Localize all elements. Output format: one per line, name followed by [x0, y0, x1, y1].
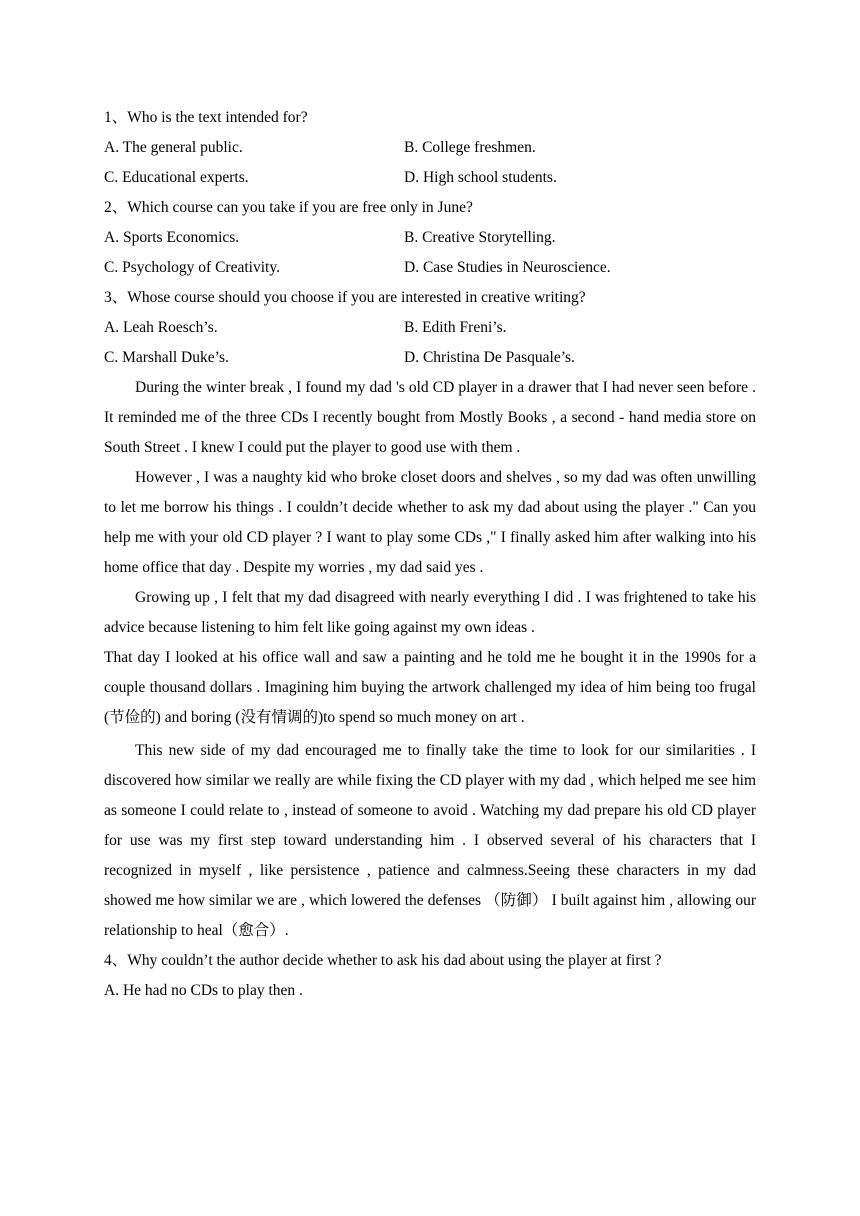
passage-paragraph-1: During the winter break , I found my dad 's old CD player in a drawer that I had never seen before . It reminded me of the three CDs I recently bought from Mostly Books , a second - hand media store on South Street . I knew I could put the player to good use with them . [104, 379, 756, 456]
option-d: D. High school students. [404, 169, 557, 186]
passage-paragraph-4: That day I looked at his office wall and saw a painting and he told me he bought it in the 1990s for a couple thousand dollars . Imagining him buying the artwork challenged my idea of him being too frugal (节俭的) and boring (没有情调的)to spend so much money on art . [104, 649, 756, 726]
option-d: D. Case Studies in Neuroscience. [404, 259, 611, 276]
question-2 [104, 193, 756, 283]
option-b: B. Edith Freni’s. [404, 319, 507, 336]
option-b: B. College freshmen. [404, 139, 536, 156]
question-stem: 2、Which course can you take if you are free only in June? [104, 199, 473, 216]
option-c: C. Educational experts. [104, 169, 249, 186]
option-b: B. Creative Storytelling. [404, 229, 556, 246]
question-4 [104, 946, 756, 1006]
passage-paragraph-2: However , I was a naughty kid who broke closet doors and shelves , so my dad was often unwilling to let me borrow his things . I couldn’t decide whether to ask my dad about using the player ." Can you help me with your old CD player ? I want to play some CDs ," I finally asked him after walking into his home office that day . Despite my worries , my dad said yes . [104, 469, 756, 576]
passage-paragraph-5: This new side of my dad encouraged me to finally take the time to look for our similarities . I discovered how similar we really are while fixing the CD player with my dad , which helped me see him as someone I could relate to , instead of someone to avoid . Watching my dad prepare his old CD player for use was my first step toward understanding him . I observed several of his characters that I recognized in myself , like persistence , patience and calmness.Seeing these characters in my dad showed me how similar we are , which lowered the defenses （防御） I built against him , allowing our relationship to heal（愈合）. [104, 742, 756, 939]
option-d: D. Christina De Pasquale’s. [404, 349, 575, 366]
question-stem: 4、Why couldn’t the author decide whether to ask his dad about using the player at first ? [104, 952, 662, 969]
question-3 [104, 283, 756, 373]
document-content [104, 103, 756, 1006]
reading-passage [104, 373, 756, 946]
question-options [104, 223, 756, 283]
option-a: A. Sports Economics. [104, 229, 240, 246]
passage-paragraph-3: Growing up , I felt that my dad disagreed with nearly everything I did . I was frightened to take his advice because listening to him felt like going against my own ideas . [104, 589, 756, 636]
question-stem: 1、Who is the text intended for? [104, 109, 308, 126]
option-a: A. The general public. [104, 139, 243, 156]
option-c: C. Psychology of Creativity. [104, 259, 280, 276]
question-stem: 3、Whose course should you choose if you are interested in creative writing? [104, 289, 586, 306]
question-options [104, 313, 756, 373]
option-a: A. Leah Roesch’s. [104, 319, 218, 336]
question-1 [104, 103, 756, 193]
option-c: C. Marshall Duke’s. [104, 349, 229, 366]
question-options [104, 133, 756, 193]
option-a: A. He had no CDs to play then . [104, 982, 303, 999]
